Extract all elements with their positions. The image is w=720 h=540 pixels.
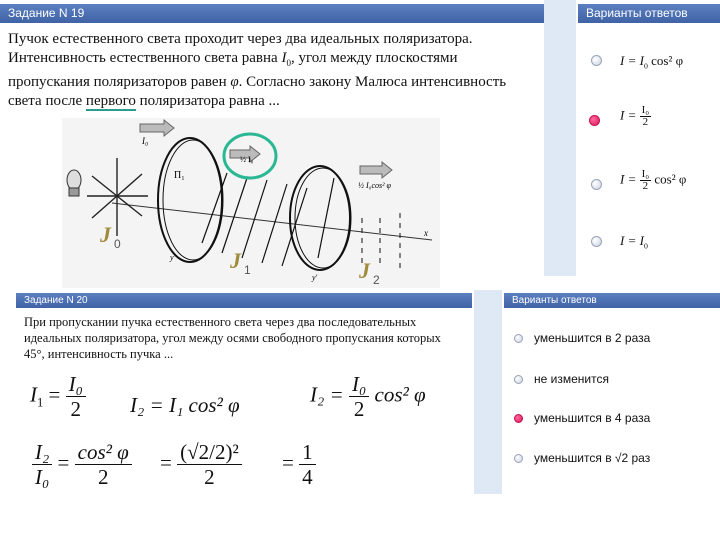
option-19-1[interactable]: $I = I_0$ cos² φ [620,53,684,71]
label-out: ½ I₀cos² φ [358,181,391,190]
radio-option-19-2[interactable] [589,115,600,126]
radio-option-20-4[interactable] [514,454,523,463]
formula-1: $I_1$ = $\frac{\text{I₀}}{2}$ [30,372,86,421]
option-19-2[interactable]: I = $\frac{\text{I₀}}{2}$ [620,104,650,128]
option-19-3[interactable]: I = $\frac{\text{I₀}}{2}$ cos² φ [620,168,687,192]
svg-text:2: 2 [373,273,380,287]
option-20-1[interactable]: уменьшится в 2 раза [534,331,651,345]
radio-option-20-1[interactable] [514,334,523,343]
question-text-19: Пучок естественного света проходит через два идеальных поляризатора. Интенсивность естественного света равна $I_0$, угол между плоскостями пропускания поляризаторов равен φ. Согласно закону Малюса интенсивность света после первого поляризатора равна ... [8,31,507,109]
label-j0: J [100,222,111,247]
option-20-2[interactable]: не изменится [534,372,609,386]
svg-text:0: 0 [114,237,121,251]
option-19-4[interactable]: $I = I_0$ [620,233,648,251]
radio-option-20-2[interactable] [514,375,523,384]
task-header-19: Задание N 19 [0,4,544,23]
label-i0: I₀ [142,136,149,146]
answers-header-19: Варианты ответов [578,4,720,23]
label-j2: J [359,258,370,283]
option-20-3[interactable]: уменьшится в 4 раза [534,411,651,425]
formula-4: $\frac{\text{I₂}}{\text{I₀}}$ = $\frac{\text{cos² φ}}{2}$ [32,440,132,489]
answers-panel-19 [544,0,576,276]
formula-6: = $\frac{1}{4}$ [282,440,316,489]
radio-option-20-3[interactable] [514,414,523,423]
formula-3: I₂ = $\frac{\text{I₀}}{2}$ cos² φ [310,372,426,421]
label-y1: y' [170,253,176,262]
radio-option-19-3[interactable] [591,179,602,190]
label-y2: y' [312,273,318,282]
label-p1: П₁ [174,170,185,181]
answers-panel-20 [474,290,502,494]
label-x: x [424,228,428,238]
formula-5: = $\frac{\text{(√2/2)²}}{2}$ [160,440,242,489]
radio-option-19-1[interactable] [591,55,602,66]
radio-option-19-4[interactable] [591,236,602,247]
svg-text:1: 1 [244,263,251,277]
formula-2: I₂ = I₁ cos² φ [130,393,240,417]
underlined-word: первого [85,93,136,109]
option-20-4[interactable]: уменьшится в √2 раз [534,451,651,465]
question-text-20: При пропускании пучка естественного света через два последовательных идеальных поляризатора, угол между осями свободного пропускания которых 45°, интенсивность пучка ... [24,315,441,361]
label-mid: ½ I₀ [240,155,254,164]
polarizer-figure [62,118,440,288]
label-j1: J [230,248,241,273]
answers-header-20: Варианты ответов [504,293,720,308]
lamp-icon [67,170,81,196]
task-header-20: Задание N 20 [16,293,472,308]
